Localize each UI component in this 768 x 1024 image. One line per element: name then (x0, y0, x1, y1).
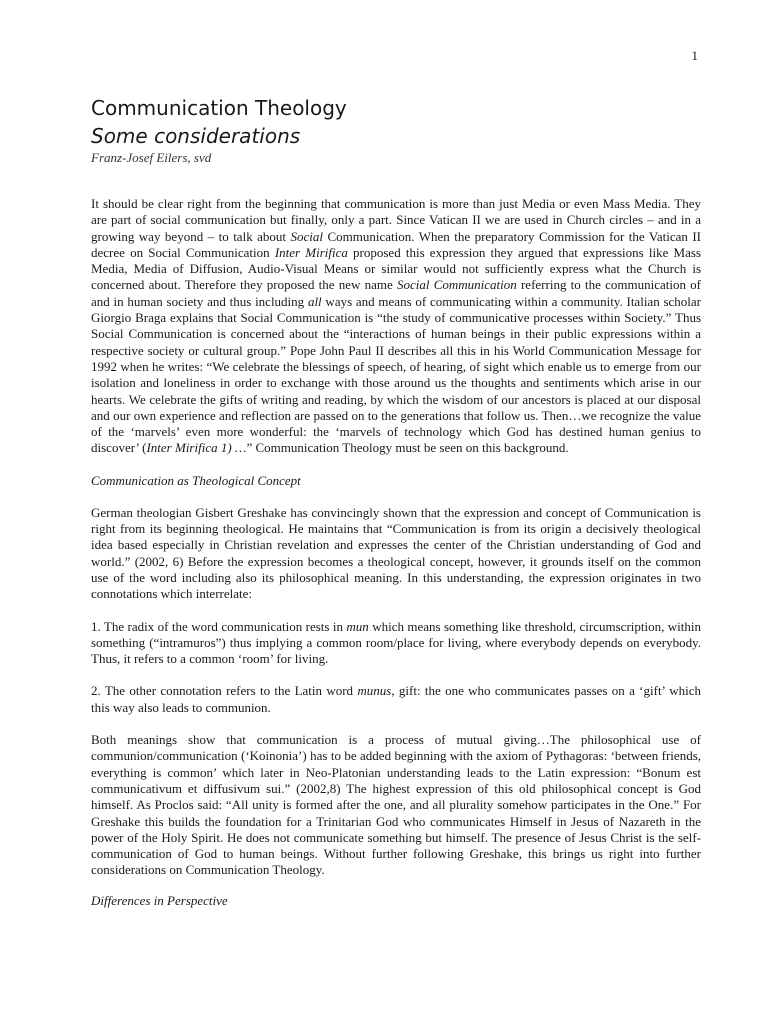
author-line: Franz-Josef Eilers, svd (91, 150, 212, 165)
italic-run: munus (357, 683, 392, 699)
italic-run: mun (346, 618, 369, 634)
document-title: Communication Theology (91, 96, 347, 120)
paragraph-connotation-2 (91, 683, 701, 716)
italic-run: Social Communication (397, 277, 517, 293)
text-run: referring to the communication of and in human society and thus including (91, 277, 701, 309)
section-heading-differences: Differences in Perspective (91, 892, 228, 908)
document-subtitle: Some considerations (91, 124, 301, 148)
italic-run: Inter Mirifica 1) … (146, 440, 247, 456)
text-run: , gift: the one who communicates passes on a ‘gift’ which this way also leads to communion. (91, 683, 702, 715)
section-heading-theological-concept: Communication as Theological Concept (91, 472, 301, 488)
paragraph-mutual-giving: Both meanings show that communication is a process of mutual giving…The philosophical use of communion/communication (‘Koinonia’) has to be added beginning with the axiom of Pythagoras: ‘between friends, everything is common’ which later in Neo-Platonian understanding leads to the Latin expression: “Bonum est communicativum et diffusivum sui.” (2002,8) The highest expression of this old philosophical concept is God himself. As Proclos said: “All unity is formed after the one, and all plurality somehow participates in the One.” For Greshake this builds the foundation for a Trinitarian God who communicates Himself in Jesus of Nazareth in the power of the Holy Spirit. He does not communicate something but himself. The presence of Jesus Christ is the self-communication of God to human beings. Without further following Greshake, this brings us right into further considerations on Communication Theology. (91, 732, 701, 878)
paragraph-greshake: German theologian Gisbert Greshake has convincingly shown that the expression and concept of Communication is right from its beginning theological. He maintains that “Communication is from its origin a decisively theological idea based especially in Christian revelation and expresses the center of the Christian understanding of God and world.” (2002, 6) Before the expression becomes a theological concept, however, it grounds itself on the common use of the word including also its philosophical meaning. In this understanding, the expression originates in two connotations which interrelate: (91, 504, 701, 602)
text-run: ways and means of communicating within a community. Italian scholar Giorgio Braga explains that Social Communication is “the study of communicative processes within Society.” Thus Social Communication is concerned about the “interactions of human beings in their public expressions within a respective society or cultural group.” Pope John Paul II describes all this in his World Communication Message for 1992 when he writes: “We celebrate the blessings of speech, of hearing, of sight which enable us to emerge from our isolation and loneliness in order to exchange with those around us the thoughts and sentiments which arise in our hearts. We celebrate the gifts of writing and reading, by which the wisdom of our ancestors is placed at our disposal and our own experience and reflection are passed on to the generations that follow us. Then…we recognize the value of the ‘marvels’ even more wonderful: the ‘marvels of technology which God has destined human genius to discover’ ( (91, 293, 701, 456)
paragraph-intro (91, 196, 701, 457)
document-body (91, 94, 701, 925)
text-run: It should be clear right from the beginning that communication is more than just Media or even Mass Media. They are part of social communication but finally, only a part. Since Vatican II we are used in Church circles – and in a growing way beyond – to talk about (91, 196, 701, 244)
text-run: 1. The radix of the word communication rests in (91, 618, 347, 634)
italic-run: all (307, 293, 322, 309)
text-run: Communication. When the preparatory Commission for the Vatican II decree on Social Communication (91, 228, 702, 260)
text-run: which means something like threshold, circumscription, within something (“intramuros”) thus implying a common room/place for living, where everybody depends on everybody. Thus, it refers to a common ‘room’ for living. (91, 618, 701, 667)
page-number: 1 (691, 48, 698, 63)
text-run: 2. The other connotation refers to the Latin word (91, 683, 358, 699)
text-run: ” Communication Theology must be seen on this background. (246, 440, 569, 456)
italic-run: Social (290, 228, 324, 244)
text-run: proposed this expression they argued that expressions like Mass Media, Media of Diffusion, Audio-Visual Means or similar would not sufficiently express what the Church is concerned about. Therefore they proposed the new name (91, 244, 701, 293)
paragraph-connotation-1 (91, 619, 701, 668)
italic-run: Inter Mirifica (274, 244, 348, 260)
